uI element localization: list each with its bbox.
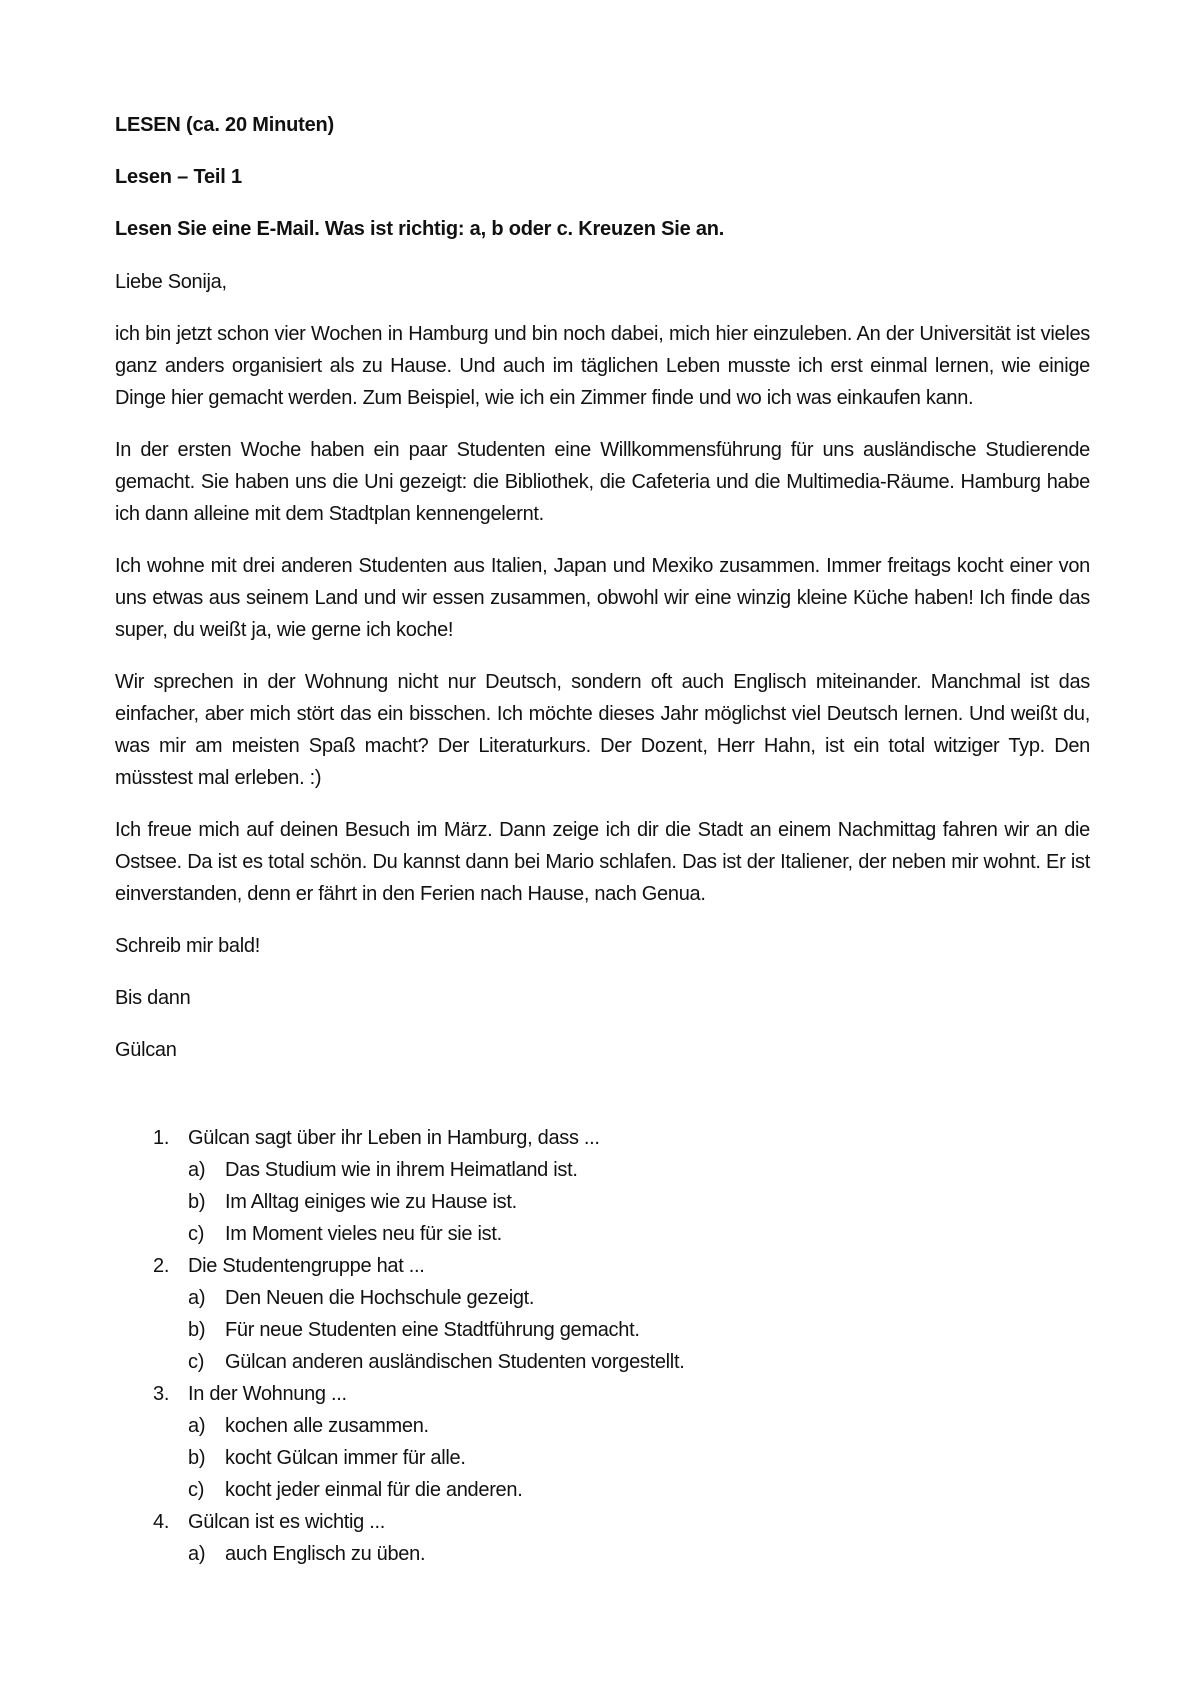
option-text: Für neue Studenten eine Stadtführung gemacht. (225, 1319, 640, 1341)
option-text: Im Moment vieles neu für sie ist. (225, 1223, 502, 1245)
question-item (115, 1250, 1090, 1282)
email-paragraph: Wir sprechen in der Wohnung nicht nur Deutsch, sondern oft auch Englisch miteinander. Manchmal ist das einfacher, aber mich stört das ein bisschen. Ich möchte dieses Jahr möglichst viel Deutsch lernen. Und weißt du, was mir am meisten Spaß macht? Der Literaturkurs. Der Dozent, Herr Hahn, ist ein total witziger Typ. Den müsstest mal erleben. :) (115, 671, 1090, 789)
answer-option[interactable] (115, 1474, 1090, 1506)
exam-title: LESEN (ca. 20 Minuten) (115, 114, 334, 136)
answer-option[interactable] (115, 1538, 1090, 1570)
question-number: 4. (153, 1511, 170, 1533)
email-farewell: Bis dann (115, 987, 191, 1009)
option-letter: a) (188, 1543, 206, 1565)
section-title: Lesen – Teil 1 (115, 166, 242, 188)
option-text: auch Englisch zu üben. (225, 1543, 426, 1565)
document-page (115, 110, 1090, 1570)
option-text: Das Studium wie in ihrem Heimatland ist. (225, 1159, 578, 1181)
task-instruction: Lesen Sie eine E-Mail. Was ist richtig: a, b oder c. Kreuzen Sie an. (115, 218, 725, 240)
question-item (115, 1378, 1090, 1410)
email-paragraph: Ich freue mich auf deinen Besuch im März. Dann zeige ich dir die Stadt an einem Nachmittag fahren wir an die Ostsee. Da ist es total schön. Du kannst dann bei Mario schlafen. Das ist der Italiener, der neben mir wohnt. Er ist einverstanden, denn er fährt in den Ferien nach Hause, nach Genua. (115, 819, 1090, 905)
option-text: Gülcan anderen ausländischen Studenten vorgestellt. (225, 1351, 685, 1373)
email-closing: Schreib mir bald! (115, 935, 260, 957)
email-paragraph: ich bin jetzt schon vier Wochen in Hamburg und bin noch dabei, mich hier einzuleben. An der Universität ist vieles ganz anders organisiert als zu Hause. Und auch im täglichen Leben musste ich erst einmal lernen, wie einige Dinge hier gemacht werden. Zum Beispiel, wie ich ein Zimmer finde und wo ich was einkaufen kann. (115, 323, 1090, 409)
option-letter: c) (188, 1479, 205, 1501)
option-letter: c) (188, 1351, 205, 1373)
option-letter: b) (188, 1319, 206, 1341)
email-paragraph: In der ersten Woche haben ein paar Studenten eine Willkommensführung für uns ausländische Studierende gemacht. Sie haben uns die Uni gezeigt: die Bibliothek, die Cafeteria und die Multimedia-Räume. Hamburg habe ich dann alleine mit dem Stadtplan kennengelernt. (115, 439, 1090, 525)
email-signature: Gülcan (115, 1039, 177, 1061)
email-paragraph: Ich wohne mit drei anderen Studenten aus Italien, Japan und Mexiko zusammen. Immer freitags kocht einer von uns etwas aus seinem Land und wir essen zusammen, obwohl wir eine winzig kleine Küche haben! Ich finde das super, du weißt ja, wie gerne ich koche! (115, 555, 1090, 641)
option-text: kocht Gülcan immer für alle. (225, 1447, 466, 1469)
question-item (115, 1122, 1090, 1154)
answer-option[interactable] (115, 1186, 1090, 1218)
question-text: Gülcan ist es wichtig ... (188, 1511, 386, 1533)
option-letter: a) (188, 1287, 206, 1309)
question-text: In der Wohnung ... (188, 1383, 347, 1405)
option-letter: c) (188, 1223, 205, 1245)
question-item (115, 1506, 1090, 1538)
question-number: 1. (153, 1127, 170, 1149)
answer-option[interactable] (115, 1314, 1090, 1346)
question-text: Gülcan sagt über ihr Leben in Hamburg, dass ... (188, 1127, 600, 1149)
option-letter: a) (188, 1415, 206, 1437)
question-list (115, 1122, 1090, 1570)
option-letter: b) (188, 1191, 206, 1213)
email-greeting: Liebe Sonija, (115, 271, 227, 293)
answer-option[interactable] (115, 1154, 1090, 1186)
answer-option[interactable] (115, 1410, 1090, 1442)
answer-option[interactable] (115, 1282, 1090, 1314)
answer-option[interactable] (115, 1442, 1090, 1474)
option-letter: b) (188, 1447, 206, 1469)
answer-option[interactable] (115, 1346, 1090, 1378)
option-text: Im Alltag einiges wie zu Hause ist. (225, 1191, 517, 1213)
option-text: Den Neuen die Hochschule gezeigt. (225, 1287, 535, 1309)
option-letter: a) (188, 1159, 206, 1181)
question-number: 3. (153, 1383, 170, 1405)
option-text: kocht jeder einmal für die anderen. (225, 1479, 523, 1501)
option-text: kochen alle zusammen. (225, 1415, 429, 1437)
question-text: Die Studentengruppe hat ... (188, 1255, 425, 1277)
question-number: 2. (153, 1255, 170, 1277)
answer-option[interactable] (115, 1218, 1090, 1250)
